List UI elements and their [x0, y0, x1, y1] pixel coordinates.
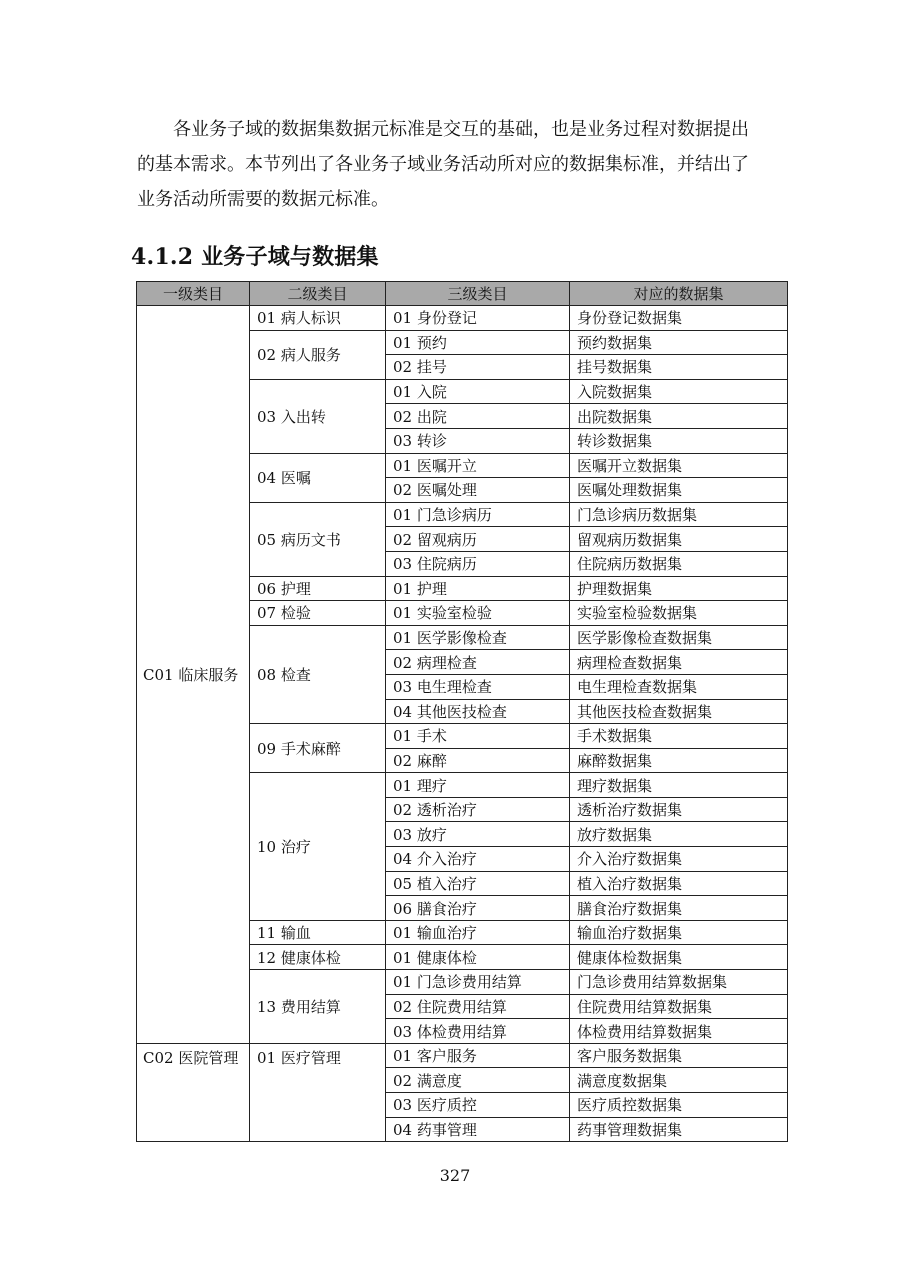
level2-cell: 02 病人服务: [250, 330, 386, 379]
level3-cell: 01 护理: [386, 576, 570, 601]
level2-cell: 05 病历文书: [250, 502, 386, 576]
dataset-cell: 住院病历数据集: [570, 551, 788, 576]
level2-cell: 11 输血: [250, 920, 386, 945]
level3-cell: 04 其他医技检查: [386, 699, 570, 724]
level2-cell: 06 护理: [250, 576, 386, 601]
page-number: 327: [439, 1166, 471, 1185]
header-level1: 一级类目: [137, 282, 250, 306]
dataset-cell: 满意度数据集: [570, 1068, 788, 1093]
dataset-cell: 门急诊病历数据集: [570, 502, 788, 527]
dataset-cell: 植入治疗数据集: [570, 871, 788, 896]
dataset-cell: 预约数据集: [570, 330, 788, 355]
intro-line-1: 各业务子域的数据集数据元标准是交互的基础，也是业务过程对数据提出: [173, 119, 749, 140]
dataset-cell: 其他医技检查数据集: [570, 699, 788, 724]
level3-cell: 01 手术: [386, 724, 570, 749]
level3-cell: 01 客户服务: [386, 1043, 570, 1068]
level2-cell: 01 病人标识: [250, 306, 386, 331]
dataset-cell: 医疗质控数据集: [570, 1093, 788, 1118]
level1-cell: C01 临床服务: [137, 306, 250, 1044]
level3-cell: 04 药事管理: [386, 1117, 570, 1142]
level3-cell: 01 预约: [386, 330, 570, 355]
intro-line-3: 业务活动所需要的数据元标准。: [137, 189, 389, 210]
dataset-cell: 实验室检验数据集: [570, 601, 788, 626]
dataset-cell: 输血治疗数据集: [570, 920, 788, 945]
table-header-row: [137, 282, 788, 306]
header-level2: 二级类目: [250, 282, 386, 306]
dataset-cell: 挂号数据集: [570, 355, 788, 380]
level3-cell: 02 出院: [386, 404, 570, 429]
dataset-cell: 留观病历数据集: [570, 527, 788, 552]
dataset-cell: 麻醉数据集: [570, 748, 788, 773]
level2-cell: 12 健康体检: [250, 945, 386, 970]
level3-cell: 02 透析治疗: [386, 797, 570, 822]
level3-cell: 01 身份登记: [386, 306, 570, 331]
dataset-cell: 医嘱处理数据集: [570, 478, 788, 503]
dataset-cell: 转诊数据集: [570, 428, 788, 453]
dataset-cell: 出院数据集: [570, 404, 788, 429]
dataset-cell: 放疗数据集: [570, 822, 788, 847]
level2-cell: 10 治疗: [250, 773, 386, 921]
dataset-cell: 病理检查数据集: [570, 650, 788, 675]
level3-cell: 03 医疗质控: [386, 1093, 570, 1118]
dataset-cell: 健康体检数据集: [570, 945, 788, 970]
dataset-cell: 护理数据集: [570, 576, 788, 601]
level3-cell: 02 留观病历: [386, 527, 570, 552]
dataset-cell: 门急诊费用结算数据集: [570, 970, 788, 995]
dataset-cell: 住院费用结算数据集: [570, 994, 788, 1019]
table-row: [137, 1043, 788, 1068]
level2-cell: 13 费用结算: [250, 970, 386, 1044]
header-level3: 三级类目: [386, 282, 570, 306]
dataset-cell: 透析治疗数据集: [570, 797, 788, 822]
intro-paragraph: [137, 112, 787, 217]
level3-cell: 02 挂号: [386, 355, 570, 380]
dataset-cell: 膳食治疗数据集: [570, 896, 788, 921]
dataset-cell: 药事管理数据集: [570, 1117, 788, 1142]
dataset-cell: 电生理检查数据集: [570, 674, 788, 699]
level3-cell: 02 病理检查: [386, 650, 570, 675]
dataset-cell: 身份登记数据集: [570, 306, 788, 331]
level3-cell: 01 入院: [386, 379, 570, 404]
level2-cell: 04 医嘱: [250, 453, 386, 502]
level3-cell: 02 麻醉: [386, 748, 570, 773]
level2-cell: 01 医疗管理: [250, 1043, 386, 1141]
level3-cell: 03 放疗: [386, 822, 570, 847]
level3-cell: 01 理疗: [386, 773, 570, 798]
level3-cell: 01 门急诊病历: [386, 502, 570, 527]
level2-cell: 07 检验: [250, 601, 386, 626]
level3-cell: 01 医嘱开立: [386, 453, 570, 478]
level3-cell: 03 体检费用结算: [386, 1019, 570, 1044]
header-dataset: 对应的数据集: [570, 282, 788, 306]
dataset-cell: 入院数据集: [570, 379, 788, 404]
level3-cell: 03 转诊: [386, 428, 570, 453]
level3-cell: 02 医嘱处理: [386, 478, 570, 503]
level3-cell: 03 电生理检查: [386, 674, 570, 699]
table-body: [137, 306, 788, 1142]
dataset-cell: 理疗数据集: [570, 773, 788, 798]
intro-line-2: 的基本需求。本节列出了各业务子域业务活动所对应的数据集标准，并结出了: [137, 154, 749, 175]
level3-cell: 01 输血治疗: [386, 920, 570, 945]
dataset-table: [136, 281, 788, 1142]
level3-cell: 04 介入治疗: [386, 847, 570, 872]
dataset-cell: 手术数据集: [570, 724, 788, 749]
table-row: [137, 306, 788, 331]
level3-cell: 02 满意度: [386, 1068, 570, 1093]
dataset-cell: 医嘱开立数据集: [570, 453, 788, 478]
section-heading: 4.1.2 业务子域与数据集: [131, 244, 379, 270]
level2-cell: 08 检查: [250, 625, 386, 723]
dataset-cell: 客户服务数据集: [570, 1043, 788, 1068]
level3-cell: 02 住院费用结算: [386, 994, 570, 1019]
level1-cell: C02 医院管理: [137, 1043, 250, 1141]
level3-cell: 01 实验室检验: [386, 601, 570, 626]
level3-cell: 05 植入治疗: [386, 871, 570, 896]
dataset-cell: 体检费用结算数据集: [570, 1019, 788, 1044]
level2-cell: 09 手术麻醉: [250, 724, 386, 773]
level3-cell: 01 门急诊费用结算: [386, 970, 570, 995]
level3-cell: 03 住院病历: [386, 551, 570, 576]
level3-cell: 06 膳食治疗: [386, 896, 570, 921]
dataset-cell: 医学影像检查数据集: [570, 625, 788, 650]
level3-cell: 01 医学影像检查: [386, 625, 570, 650]
dataset-cell: 介入治疗数据集: [570, 847, 788, 872]
level2-cell: 03 入出转: [250, 379, 386, 453]
level3-cell: 01 健康体检: [386, 945, 570, 970]
